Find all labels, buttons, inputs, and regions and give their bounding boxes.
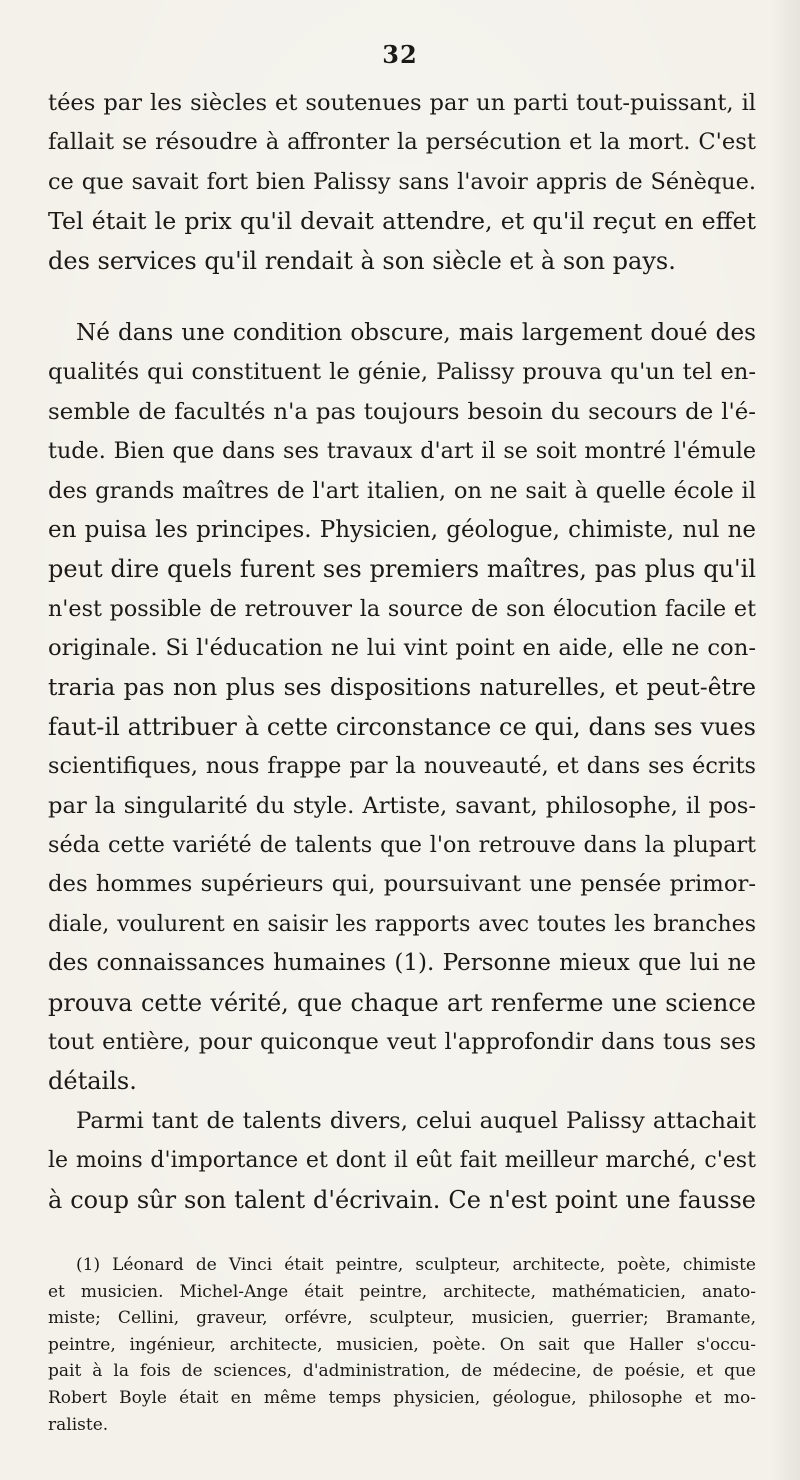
- footnote-line: raliste.: [48, 1414, 109, 1435]
- text-line: tout entière, pour quiconque veut l'approfondir dans tous ses: [48, 1028, 756, 1055]
- body-text: [48, 84, 756, 1220]
- footnote-line: (1) Léonard de Vinci était peintre, sculpteur, architecte, poète, chimiste: [76, 1255, 756, 1275]
- footnote-line: pait à la fois de sciences, d'administration, de médecine, de poésie, et que: [48, 1361, 756, 1382]
- footnote: [48, 1252, 756, 1438]
- text-line: des services qu'il rendait à son siècle et à son pays.: [48, 246, 676, 275]
- page-number: 32: [382, 40, 418, 69]
- text-line: diale, voulurent en saisir les rapports avec toutes les branches: [48, 911, 756, 937]
- text-line: peut dire quels furent ses premiers maîtres, pas plus qu'il: [48, 555, 756, 584]
- text-line: semble de facultés n'a pas toujours besoin du secours de l'é-: [48, 398, 756, 425]
- text-line: Né dans une condition obscure, mais largement doué des: [76, 319, 756, 346]
- footnote-line: Robert Boyle était en même temps physicien, géologue, philosophe et mo-: [48, 1387, 756, 1408]
- text-line: des connaissances humaines (1). Personne mieux que lui ne: [48, 950, 756, 977]
- text-line: tude. Bien que dans ses travaux d'art il se soit montré l'émule: [48, 438, 756, 465]
- text-line: originale. Si l'éducation ne lui vint point en aide, elle ne con-: [48, 635, 756, 662]
- text-line: scientifiques, nous frappe par la nouveauté, et dans ses écrits: [48, 753, 756, 780]
- footnote-line: peintre, ingénieur, architecte, musicien, poète. On sait que Haller s'occu-: [48, 1334, 756, 1355]
- text-line: tées par les siècles et soutenues par un parti tout-puissant, il: [48, 90, 756, 116]
- text-line: séda cette variété de talents que l'on retrouve dans la plupart: [48, 832, 756, 859]
- footnote-line: et musicien. Michel-Ange était peintre, architecte, mathématicien, anato-: [48, 1281, 756, 1302]
- text-line: ce que savait fort bien Palissy sans l'avoir appris de Sénèque.: [48, 168, 756, 195]
- paragraph-1: [48, 84, 756, 281]
- paragraph-3: [48, 1102, 756, 1220]
- text-line: Tel était le prix qu'il devait attendre, et qu'il reçut en effet: [48, 207, 756, 236]
- text-line: détails.: [48, 1067, 137, 1096]
- text-line: des hommes supérieurs qui, poursuivant une pensée primor-: [48, 871, 756, 898]
- text-line: à coup sûr son talent d'écrivain. Ce n'est point une fausse: [48, 1185, 756, 1214]
- text-line: traria pas non plus ses dispositions naturelles, et peut-être: [48, 673, 756, 702]
- footnote-line: miste; Cellini, graveur, orfévre, sculpteur, musicien, guerrier; Bramante,: [48, 1308, 756, 1329]
- text-line: en puisa les principes. Physicien, géologue, chimiste, nul ne: [48, 516, 756, 543]
- text-line: qualités qui constituent le génie, Palissy prouva qu'un tel en-: [48, 359, 756, 386]
- paragraph-2: [48, 314, 756, 1102]
- paragraph-gap: [48, 281, 756, 314]
- text-line: le moins d'importance et dont il eût fait meilleur marché, c'est: [48, 1148, 756, 1174]
- text-line: faut-il attribuer à cette circonstance ce qui, dans ses vues: [48, 712, 756, 741]
- text-line: prouva cette vérité, que chaque art renferme une science: [48, 988, 756, 1017]
- text-line: fallait se résoudre à affronter la persécution et la mort. C'est: [48, 129, 756, 156]
- text-line: n'est possible de retrouver la source de son élocution facile et: [48, 595, 756, 622]
- text-line: des grands maîtres de l'art italien, on ne sait à quelle école il: [48, 477, 756, 504]
- page-edge-shadow: [770, 0, 800, 1480]
- text-line: Parmi tant de talents divers, celui auquel Palissy attachait: [76, 1107, 756, 1134]
- text-line: par la singularité du style. Artiste, savant, philosophe, il pos-: [48, 792, 756, 819]
